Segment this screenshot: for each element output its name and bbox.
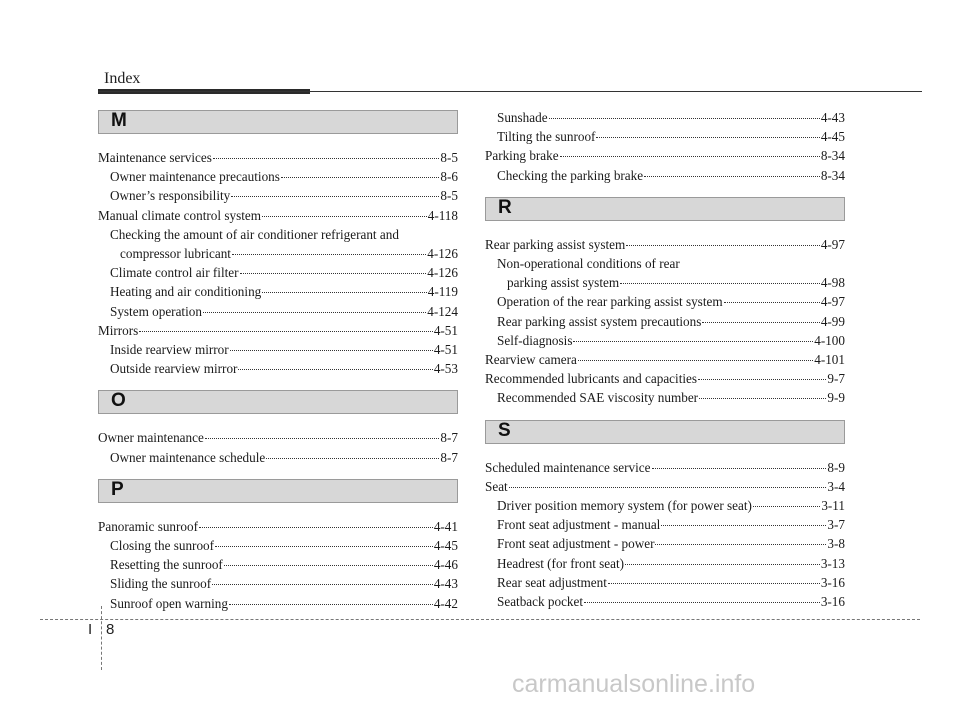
dot-leader bbox=[262, 216, 427, 217]
section-letter: P bbox=[111, 478, 124, 500]
index-entry-list bbox=[98, 517, 458, 613]
index-entry-list bbox=[98, 148, 458, 378]
index-entry bbox=[485, 292, 845, 311]
entry-text: Front seat adjustment - manual bbox=[497, 517, 661, 533]
entry-page-number: 3-8 bbox=[827, 536, 845, 552]
index-column-right bbox=[485, 108, 845, 623]
entry-text: Rear parking assist system bbox=[485, 236, 626, 252]
index-entry bbox=[485, 554, 845, 573]
watermark: carmanualsonline.info bbox=[512, 670, 756, 698]
entry-text: Rear parking assist system precautions bbox=[497, 313, 702, 329]
index-entry bbox=[98, 594, 458, 613]
dot-leader bbox=[215, 546, 433, 547]
entry-text: Sunshade bbox=[497, 110, 548, 125]
index-entry bbox=[485, 312, 845, 331]
entry-page-number: 4-100 bbox=[814, 332, 845, 348]
section-header-m bbox=[98, 110, 458, 134]
index-entry bbox=[98, 448, 458, 467]
entry-page-number: 4-45 bbox=[433, 538, 458, 554]
dot-leader bbox=[212, 584, 433, 585]
entry-text: compressor lubricant bbox=[120, 246, 231, 262]
index-entry bbox=[98, 225, 458, 244]
entry-text: Checking the parking brake bbox=[497, 167, 644, 183]
dot-leader bbox=[281, 177, 440, 178]
entry-text: Owner maintenance bbox=[98, 430, 204, 446]
section-header-r bbox=[485, 197, 845, 221]
dot-leader bbox=[661, 525, 826, 526]
index-entry bbox=[485, 108, 845, 127]
entry-page-number: 4-51 bbox=[433, 342, 458, 358]
entry-page-number: 8-34 bbox=[820, 167, 845, 183]
index-entry bbox=[485, 254, 845, 273]
dot-leader bbox=[578, 360, 813, 361]
index-entry-list bbox=[485, 235, 845, 408]
entry-text: Heating and air conditioning bbox=[110, 284, 262, 300]
entry-page-number: 4-45 bbox=[820, 129, 845, 145]
dot-leader bbox=[232, 254, 426, 255]
entry-page-number: 8-7 bbox=[440, 449, 458, 465]
dot-leader bbox=[625, 564, 820, 565]
index-entry-list bbox=[485, 458, 845, 612]
dot-leader bbox=[652, 468, 827, 469]
dot-leader bbox=[549, 118, 820, 119]
entry-text: Sliding the sunroof bbox=[110, 576, 212, 592]
section-header-s bbox=[485, 420, 845, 444]
index-entry bbox=[98, 148, 458, 167]
dot-leader bbox=[573, 341, 813, 342]
entry-text: Checking the amount of air conditioner refrigerant and bbox=[110, 226, 399, 242]
index-entry bbox=[485, 369, 845, 388]
dot-leader bbox=[199, 527, 433, 528]
header-rule bbox=[98, 91, 922, 92]
section-letter: M bbox=[111, 110, 127, 131]
entry-text: Scheduled maintenance service bbox=[485, 459, 651, 475]
dot-leader bbox=[231, 196, 439, 197]
entry-page-number: 8-7 bbox=[440, 430, 458, 446]
index-entry bbox=[98, 206, 458, 225]
entry-text: Owner maintenance schedule bbox=[110, 449, 266, 465]
footer-vertical-divider bbox=[101, 606, 102, 670]
section-header-o bbox=[98, 390, 458, 414]
index-entry bbox=[98, 340, 458, 359]
dot-leader bbox=[262, 292, 426, 293]
page-title: Index bbox=[104, 70, 141, 87]
index-entry bbox=[485, 146, 845, 165]
dot-leader bbox=[753, 506, 820, 507]
entry-page-number: 4-118 bbox=[427, 207, 458, 223]
entry-text: Recommended lubricants and capacities bbox=[485, 371, 698, 387]
entry-text: Manual climate control system bbox=[98, 207, 261, 223]
index-entry bbox=[98, 186, 458, 205]
index-entry bbox=[98, 555, 458, 574]
entry-page-number: 3-4 bbox=[827, 478, 845, 494]
entry-page-number: 4-53 bbox=[433, 361, 458, 377]
entry-text: Owner’s responsibility bbox=[110, 188, 231, 204]
entry-page-number: 4-126 bbox=[427, 246, 458, 262]
index-entry bbox=[98, 428, 458, 447]
entry-page-number: 3-16 bbox=[820, 574, 845, 590]
index-entry bbox=[485, 350, 845, 369]
dot-leader bbox=[702, 322, 819, 323]
dot-leader bbox=[644, 176, 820, 177]
index-entry bbox=[485, 534, 845, 553]
entry-page-number: 8-34 bbox=[820, 148, 845, 164]
entry-text: Operation of the rear parking assist system bbox=[497, 294, 723, 310]
dot-leader bbox=[139, 331, 433, 332]
entry-page-number: 4-97 bbox=[820, 236, 845, 252]
entry-text: Seat bbox=[485, 478, 508, 494]
dot-leader bbox=[229, 604, 433, 605]
entry-page-number: 4-124 bbox=[427, 303, 458, 319]
index-entry-list bbox=[98, 428, 458, 466]
index-entry bbox=[485, 331, 845, 350]
entry-page-number: 4-46 bbox=[433, 557, 458, 573]
dot-leader bbox=[584, 602, 820, 603]
index-entry bbox=[485, 273, 845, 292]
entry-page-number: 8-5 bbox=[440, 188, 458, 204]
dot-leader bbox=[213, 158, 440, 159]
entry-page-number: 4-119 bbox=[427, 284, 458, 300]
entry-page-number: 9-9 bbox=[827, 390, 845, 406]
index-entry bbox=[98, 321, 458, 340]
entry-page-number: 4-97 bbox=[820, 294, 845, 310]
section-letter: R bbox=[498, 196, 512, 218]
footer-divider bbox=[40, 619, 920, 620]
index-entry bbox=[98, 282, 458, 301]
dot-leader bbox=[724, 302, 820, 303]
entry-page-number: 4-43 bbox=[820, 110, 845, 125]
entry-text: Recommended SAE viscosity number bbox=[497, 390, 699, 406]
dot-leader bbox=[266, 458, 439, 459]
entry-text: Inside rearview mirror bbox=[110, 342, 229, 358]
entry-page-number: 3-11 bbox=[821, 498, 845, 514]
entry-page-number: 8-6 bbox=[440, 169, 458, 185]
entry-text: Mirrors bbox=[98, 322, 139, 338]
dot-leader bbox=[205, 438, 440, 439]
entry-page-number: 4-43 bbox=[433, 576, 458, 592]
entry-page-number: 4-126 bbox=[427, 265, 458, 281]
dot-leader bbox=[560, 156, 820, 157]
index-entry bbox=[98, 167, 458, 186]
dot-leader bbox=[596, 137, 819, 138]
entry-page-number: 4-98 bbox=[820, 275, 845, 291]
entry-text: Parking brake bbox=[485, 148, 559, 164]
entry-text: Non-operational conditions of rear bbox=[497, 256, 680, 272]
entry-page-number: 4-101 bbox=[814, 352, 845, 368]
entry-page-number: 4-41 bbox=[433, 518, 458, 534]
index-entry bbox=[98, 263, 458, 282]
entry-text: Outside rearview mirror bbox=[110, 361, 238, 377]
index-entry bbox=[485, 458, 845, 477]
entry-text: Climate control air filter bbox=[110, 265, 239, 281]
index-entry bbox=[485, 388, 845, 407]
dot-leader bbox=[238, 369, 432, 370]
dot-leader bbox=[240, 273, 427, 274]
index-entry bbox=[98, 517, 458, 536]
entry-text: Panoramic sunroof bbox=[98, 518, 198, 534]
entry-text: Seatback pocket bbox=[497, 594, 584, 610]
entry-text: Sunroof open warning bbox=[110, 595, 228, 611]
entry-text: Owner maintenance precautions bbox=[110, 169, 280, 185]
index-entry bbox=[485, 166, 845, 185]
index-entry bbox=[485, 477, 845, 496]
section-header-p bbox=[98, 479, 458, 503]
dot-leader bbox=[509, 487, 827, 488]
footer-page-number: 8 bbox=[106, 621, 115, 638]
entry-text: Resetting the sunroof bbox=[110, 557, 223, 573]
entry-text: Closing the sunroof bbox=[110, 538, 215, 554]
entry-text: parking assist system bbox=[507, 275, 620, 291]
footer-section-label: I bbox=[88, 621, 93, 638]
index-entry bbox=[485, 127, 845, 146]
entry-text: Tilting the sunroof bbox=[497, 129, 596, 145]
index-entry-list bbox=[485, 108, 845, 185]
section-letter: O bbox=[111, 390, 126, 412]
dot-leader bbox=[698, 379, 826, 380]
section-letter: S bbox=[498, 419, 511, 441]
entry-text: Rear seat adjustment bbox=[497, 574, 607, 590]
entry-text: Maintenance services bbox=[98, 150, 212, 165]
index-entry bbox=[98, 244, 458, 263]
index-entry bbox=[98, 359, 458, 378]
dot-leader bbox=[699, 398, 826, 399]
dot-leader bbox=[224, 565, 433, 566]
entry-page-number: 9-7 bbox=[827, 371, 845, 387]
entry-text: Self-diagnosis bbox=[497, 332, 573, 348]
entry-page-number: 4-42 bbox=[433, 595, 458, 611]
entry-page-number: 3-13 bbox=[820, 555, 845, 571]
entry-text: Driver position memory system (for power seat) bbox=[497, 498, 752, 514]
index-entry bbox=[98, 574, 458, 593]
entry-text: Rearview camera bbox=[485, 352, 577, 368]
dot-leader bbox=[626, 245, 820, 246]
dot-leader bbox=[230, 350, 433, 351]
index-entry bbox=[98, 302, 458, 321]
dot-leader bbox=[655, 544, 826, 545]
index-entry bbox=[485, 592, 845, 611]
entry-text: System operation bbox=[110, 303, 202, 319]
index-column-left bbox=[98, 110, 458, 625]
index-entry bbox=[485, 515, 845, 534]
entry-text: Front seat adjustment - power bbox=[497, 536, 655, 552]
entry-page-number: 8-5 bbox=[440, 150, 458, 165]
index-entry bbox=[485, 496, 845, 515]
entry-page-number: 8-9 bbox=[827, 459, 845, 475]
dot-leader bbox=[608, 583, 820, 584]
entry-text: Headrest (for front seat) bbox=[497, 555, 625, 571]
dot-leader bbox=[620, 283, 820, 284]
index-entry bbox=[485, 573, 845, 592]
entry-page-number: 3-7 bbox=[827, 517, 845, 533]
entry-page-number: 4-51 bbox=[433, 322, 458, 338]
entry-page-number: 4-99 bbox=[820, 313, 845, 329]
index-entry bbox=[485, 235, 845, 254]
entry-page-number: 3-16 bbox=[820, 594, 845, 610]
dot-leader bbox=[203, 312, 426, 313]
index-entry bbox=[98, 536, 458, 555]
